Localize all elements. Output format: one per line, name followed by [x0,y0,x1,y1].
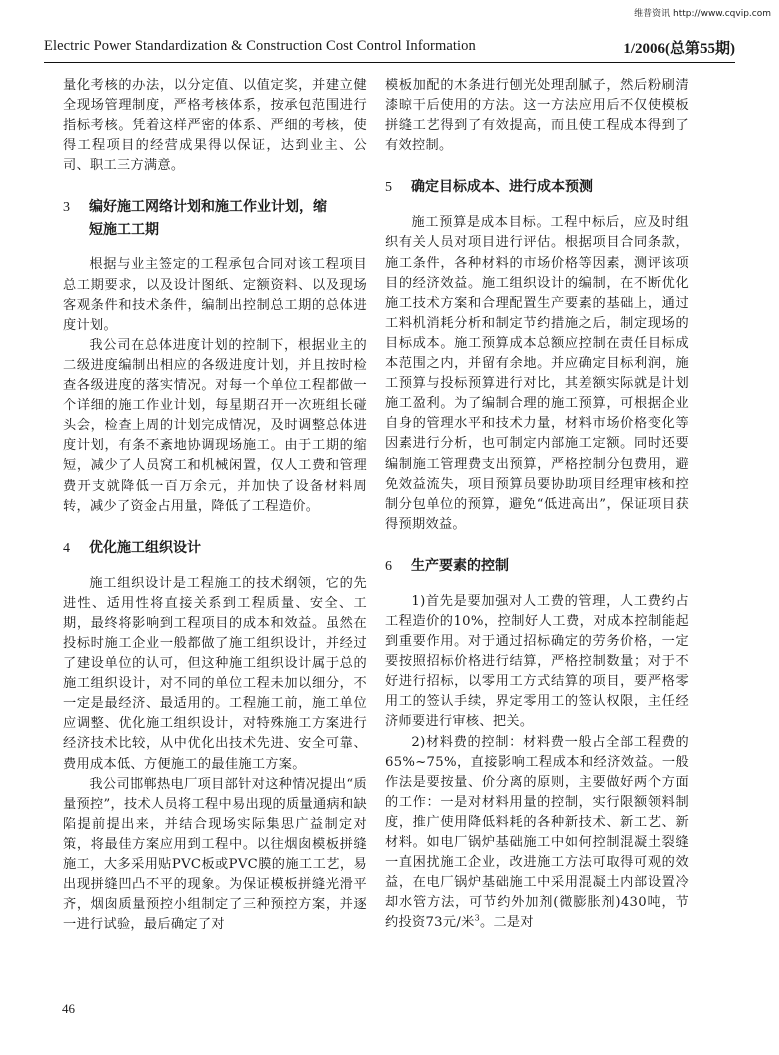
section-heading-3 [63,196,367,241]
issue-number: 1/2006(总第55期) [623,41,735,57]
section-heading-4 [63,537,367,560]
journal-title: Electric Power Standardization & Construction Cost Control Information [44,38,476,54]
paragraph: 施工组织设计是工程施工的技术纲领，它的先进性、适用性将直接关系到工程质量、安全、工期，最终将影响到工程项目的成本和效益。虽然在投标时施工企业一般都做了施工组织设计，并经过了建设单位的认可，但这种施工组织设计属于总的施工组织设计，对不同的单位工程未加以细分，不一定是最经济、最适用的。工程施工前，施工单位应调整、优化施工组织设计，对特殊施工方案进行经济技术比较，从中优化出技术先进、安全可靠、费用成本低、方便施工的最佳施工方案。 [63,575,367,772]
paragraph: 施工预算是成本目标。工程中标后，应及时组织有关人员对项目进行评估。根据项目合同条款，施工条件，各种材料的市场价格等因素，测评该项目的经济效益。施工组织设计的编制，在不断优化施工技术方案和合理配置生产要素的基础上，通过工料机消耗分析和制定节约措施之后，制定现场的目标成本。施工预算成本总额应控制在责任目标成本范围之内，并留有余地。并应确定目标利润，施工预算与投标预算进行对比，其差额实际就是计划施工盈利。为了编制合理的施工预算，可根据企业自身的管理水平和技术力量，材料市场价格变化等因素进行分析，也可制定内部施工定额。同时还要编制施工管理费支出预算，严格控制分包费用，避免效益流失，项目预算员要协助项目经理审核和控制分包单位的预算，避免“低进高出”，保证项目获得预期效益。 [385,215,689,532]
paragraph [385,733,689,934]
section-title-continued: 短施工工期 [89,222,159,239]
section-heading-6 [385,555,689,578]
paragraph: 1)首先是要加强对人工费的管理，人工费约占工程造价的10%，控制好人工费，对成本控制能起到重要作用。对于通过招标确定的劳务价格，一定要按照招标价格进行结算，严格控制数量；对于不好进行招标，以零用工方式结算的项目，要严格零用工的签认手续，界定零用工的签认权限，主任经济师要进行审核、把关。 [385,593,689,730]
page-number: 46 [62,1001,75,1016]
paragraph: 根据与业主签定的工程承包合同对该工程项目总工期要求，以及设计图纸、定额资料、以及现场客观条件和技术条件，编制出控制总工期的总体进度计划。 [63,257,367,333]
paragraph-text: 2)材料费的控制：材料费一般占全部工程费的65%~75%，直接影响工程成本和经济效益。一般作法是要按量、价分离的原则，主要做好两个方面的工作：一是对材料用量的控制，实行限额领料制度，推广使用降低料耗的各种新技术、新工艺、新材料。如电厂锅炉基础施工中如何控制混凝土裂缝一直困扰施工企业，改进施工方法可取得可观的效益，在电厂锅炉基础施工中采用混凝土内部设置冷却水管方法，可节约外加剂(微膨胀剂)430吨，节约投资73元/米 [385,734,689,931]
section-number: 6 [385,558,392,574]
paragraph: 我公司在总体进度计划的控制下，根据业主的二级进度编制出相应的各级进度计划，并且按时检查各级进度的落实情况。对每一个单位工程都做一个详细的施工作业计划，每星期召开一次班组长碰头会，检查上周的计划完成情况，及时调整总体进度计划，有条不紊地协调现场施工。由于工期的缩短，减少了人员窝工和机械闲置，仅人工费和管理费开支就降低一百万余元，并加快了设备材料周转，减少了资金占用量，降低了工程造价。 [63,337,367,514]
section-heading-5 [385,176,689,199]
section-title: 确定目标成本、进行成本预测 [411,179,593,196]
section-title: 编好施工网络计划和施工作业计划，缩 [89,199,327,216]
section-title: 优化施工组织设计 [89,539,201,556]
section-title: 生产要素的控制 [411,557,509,574]
paragraph: 量化考核的办法，以分定值、以值定奖，并建立健全现场管理制度，严格考核体系，按承包范围进行指标考核。凭着这样严密的体系、严细的考核，使得工程项目的经营成果得以保证，达到业主、公司、职工三方满意。 [63,78,367,174]
paragraph: 我公司邯郸热电厂项目部针对这种情况提出“质量预控”，技术人员将工程中易出现的质量通病和缺陷提前提出来，并结合现场实际集思广益制定对策，将最佳方案应用到工程中。以往烟囱模板拼缝施工，大多采用贴PVC板或PVC膜的施工工艺，易出现拼缝凹凸不平的现象。为保证模板拼缝光滑平齐，烟囱质量预控小组制定了三种预控方案，并逐一进行试验，最后确定了对 [63,776,367,933]
header-rule [44,62,735,63]
watermark: 维普资讯 http://www.cqvip.com [634,9,771,19]
superscript: 3 [474,913,480,923]
section-number: 3 [63,200,70,216]
paragraph-text: 。二是对 [479,915,534,931]
section-number: 4 [63,540,70,556]
left-column [63,76,367,935]
paragraph: 模板加配的木条进行刨光处理刮腻子，然后粉刷清漆晾干后使用的方法。这一方法应用后不仅使模板拼缝工艺得到了有效提高，而且使工程成本得到了有效控制。 [385,78,689,154]
page-header [44,34,735,60]
section-number: 5 [385,180,392,196]
right-column [385,76,689,933]
